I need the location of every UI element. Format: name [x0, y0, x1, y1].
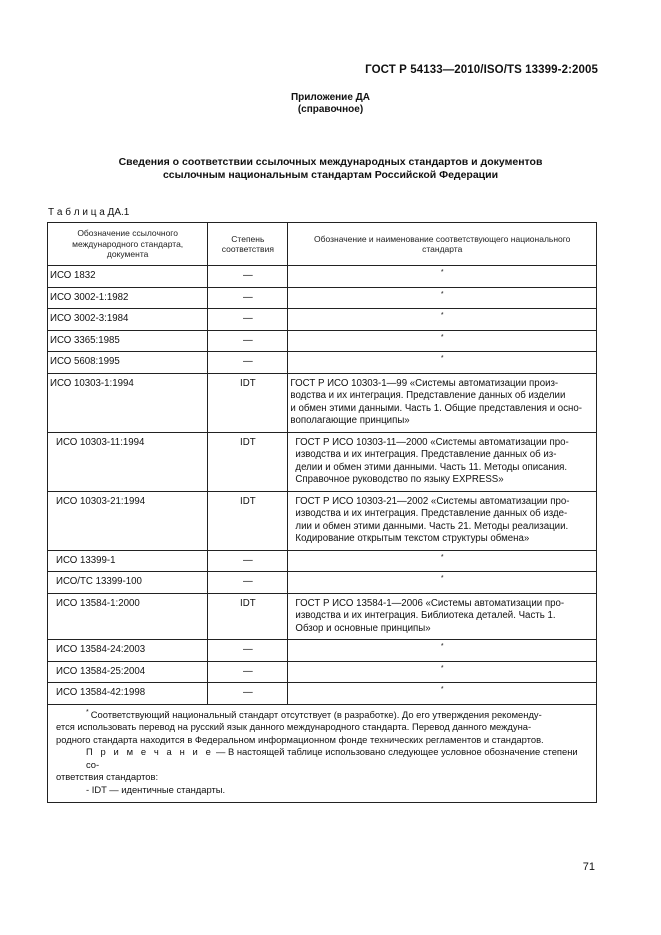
table-row — [48, 373, 597, 432]
note-line — [56, 746, 592, 771]
national-standard-cell: * — [288, 330, 597, 352]
national-standard-cell: * — [288, 287, 597, 309]
reference-standard-cell: ИСО 10303-11:1994 — [48, 432, 208, 491]
degree-cell: — — [208, 683, 288, 705]
header-text: международного стандарта, — [72, 238, 184, 249]
reference-standard-cell: ИСО 5608:1995 — [48, 352, 208, 374]
table-caption: Т а б л и ц а ДА.1 — [48, 207, 130, 218]
reference-standard-cell: ИСО 10303-21:1994 — [48, 491, 208, 550]
table-row — [48, 266, 597, 288]
degree-cell: — — [208, 266, 288, 288]
national-standard-cell: * — [288, 266, 597, 288]
table-row — [48, 661, 597, 683]
national-standard-cell — [288, 432, 597, 491]
table-footnote-row — [48, 704, 597, 803]
page-number: 71 — [582, 861, 595, 873]
footnote-line: ется использовать перевод на русский язык данного международного стандарта. Перевод данного междуна- — [56, 721, 532, 732]
degree-cell: IDT — [208, 593, 288, 640]
national-standard-text: вополагающие принципы» — [290, 415, 410, 426]
header-text: Обозначение ссылочного — [77, 228, 178, 239]
table-row — [48, 330, 597, 352]
national-standard-text: лии и обмен этими данными. Часть 21. Методы реализации. — [295, 520, 569, 532]
national-standard-cell: * — [288, 550, 597, 572]
reference-standard-cell: ИСО 13584-1:2000 — [48, 593, 208, 640]
degree-cell: — — [208, 330, 288, 352]
note-item: - IDT — идентичные стандарты. — [86, 783, 226, 795]
table-row — [48, 550, 597, 572]
reference-standard-cell: ИСО 1832 — [48, 266, 208, 288]
national-standard-text: и обмен этими данными. Часть 1. Общие представления и осно- — [290, 402, 582, 414]
national-standard-text: изводства и их интеграция. Представление данных об изде- — [295, 508, 568, 519]
national-standard-text: водства и их интеграция. Представление данных об изделии — [290, 390, 566, 401]
table-row — [48, 309, 597, 331]
degree-cell: — — [208, 309, 288, 331]
national-standard-cell: * — [288, 640, 597, 662]
degree-cell: — — [208, 287, 288, 309]
national-standard-cell: * — [288, 352, 597, 374]
header-reference-standard — [48, 223, 208, 266]
national-standard-text: Кодирование открытым текстом структуры обмена» — [295, 533, 530, 544]
reference-standard-cell: ИСО 13584-24:2003 — [48, 640, 208, 662]
national-standard-cell — [288, 593, 597, 640]
national-standard-text: ГОСТ Р ИСО 10303-11—2000 «Системы автоматизации про- — [295, 436, 569, 448]
table-row — [48, 491, 597, 550]
note-line: ответствия стандартов: — [56, 771, 159, 782]
national-standard-text: изводства и их интеграция. Представление данных об из- — [295, 449, 557, 460]
table-footnote — [48, 704, 597, 803]
table-header-row — [48, 223, 597, 266]
degree-cell: — — [208, 640, 288, 662]
table-row — [48, 593, 597, 640]
table-row — [48, 572, 597, 594]
national-standard-cell — [288, 373, 597, 432]
degree-cell: IDT — [208, 491, 288, 550]
national-standard-text: Обзор и основные принципы» — [295, 622, 431, 634]
annex-title: Приложение ДА — [290, 92, 371, 103]
national-standard-text: ГОСТ Р ИСО 10303-21—2002 «Системы автоматизации про- — [295, 495, 570, 507]
national-standard-text: ГОСТ Р ИСО 13584-1—2006 «Системы автоматизации про- — [295, 597, 565, 609]
header-text: документа — [106, 249, 149, 260]
standard-code: ГОСТ Р 54133—2010/ISO/TS 13399-2:2005 — [365, 64, 598, 76]
national-standard-text: Справочное руководство по языку EXPRESS» — [295, 474, 504, 485]
reference-standard-cell: ИСО 13399-1 — [48, 550, 208, 572]
footnote-marker: * — [86, 708, 89, 716]
footnote-line: родного стандарта находится в Федеральном информационном фонде технических регламентов и стандартов. — [56, 733, 544, 745]
footnote-line — [56, 709, 592, 722]
note-label: П р и м е ч а н и е — [86, 746, 214, 757]
header-text: соответствия — [221, 244, 274, 254]
reference-standard-cell: ИСО 3365:1985 — [48, 330, 208, 352]
document-title-line: Сведения о соответствии ссылочных международных стандартов и документов — [118, 156, 543, 168]
degree-cell: IDT — [208, 373, 288, 432]
national-standard-text: изводства и их интеграция. Библиотека деталей. Часть 1. — [295, 610, 556, 621]
table-row — [48, 432, 597, 491]
national-standard-cell: * — [288, 572, 597, 594]
degree-cell: — — [208, 352, 288, 374]
national-standard-text: делии и обмен этими данными. Часть 11. Методы описания. — [295, 461, 568, 473]
header-national-standard — [288, 223, 597, 266]
national-standard-cell: * — [288, 661, 597, 683]
degree-cell: — — [208, 572, 288, 594]
table-row — [48, 683, 597, 705]
note-text: — В настоящей таблице использовано следующее условное обозначение степени со- — [86, 746, 578, 770]
reference-standard-cell: ИСО 13584-25:2004 — [48, 661, 208, 683]
footnote-text: Соответствующий национальный стандарт отсутствует (в разработке). До его утверждения рекоменду- — [90, 708, 542, 720]
correspondence-table — [47, 222, 597, 803]
header-text: Степень — [231, 233, 265, 244]
degree-cell: IDT — [208, 432, 288, 491]
reference-standard-cell: ИСО/ТС 13399-100 — [48, 572, 208, 594]
degree-cell: — — [208, 661, 288, 683]
document-title-line: ссылочным национальным стандартам Российской Федерации — [162, 169, 499, 181]
national-standard-text: ГОСТ Р ИСО 10303-1—99 «Системы автоматизации произ- — [290, 377, 559, 389]
header-degree — [208, 223, 288, 266]
national-standard-cell: * — [288, 683, 597, 705]
table-row — [48, 352, 597, 374]
reference-standard-cell: ИСО 3002-3:1984 — [48, 309, 208, 331]
reference-standard-cell: ИСО 3002-1:1982 — [48, 287, 208, 309]
header-text: Обозначение и наименование соответствующего национального — [314, 233, 571, 244]
degree-cell: — — [208, 550, 288, 572]
annex-subtitle: (справочное) — [297, 104, 364, 115]
national-standard-cell: * — [288, 309, 597, 331]
national-standard-cell — [288, 491, 597, 550]
table-row — [48, 287, 597, 309]
reference-standard-cell: ИСО 10303-1:1994 — [48, 373, 208, 432]
reference-standard-cell: ИСО 13584-42:1998 — [48, 683, 208, 705]
table-row — [48, 640, 597, 662]
header-text: стандарта — [422, 244, 463, 254]
